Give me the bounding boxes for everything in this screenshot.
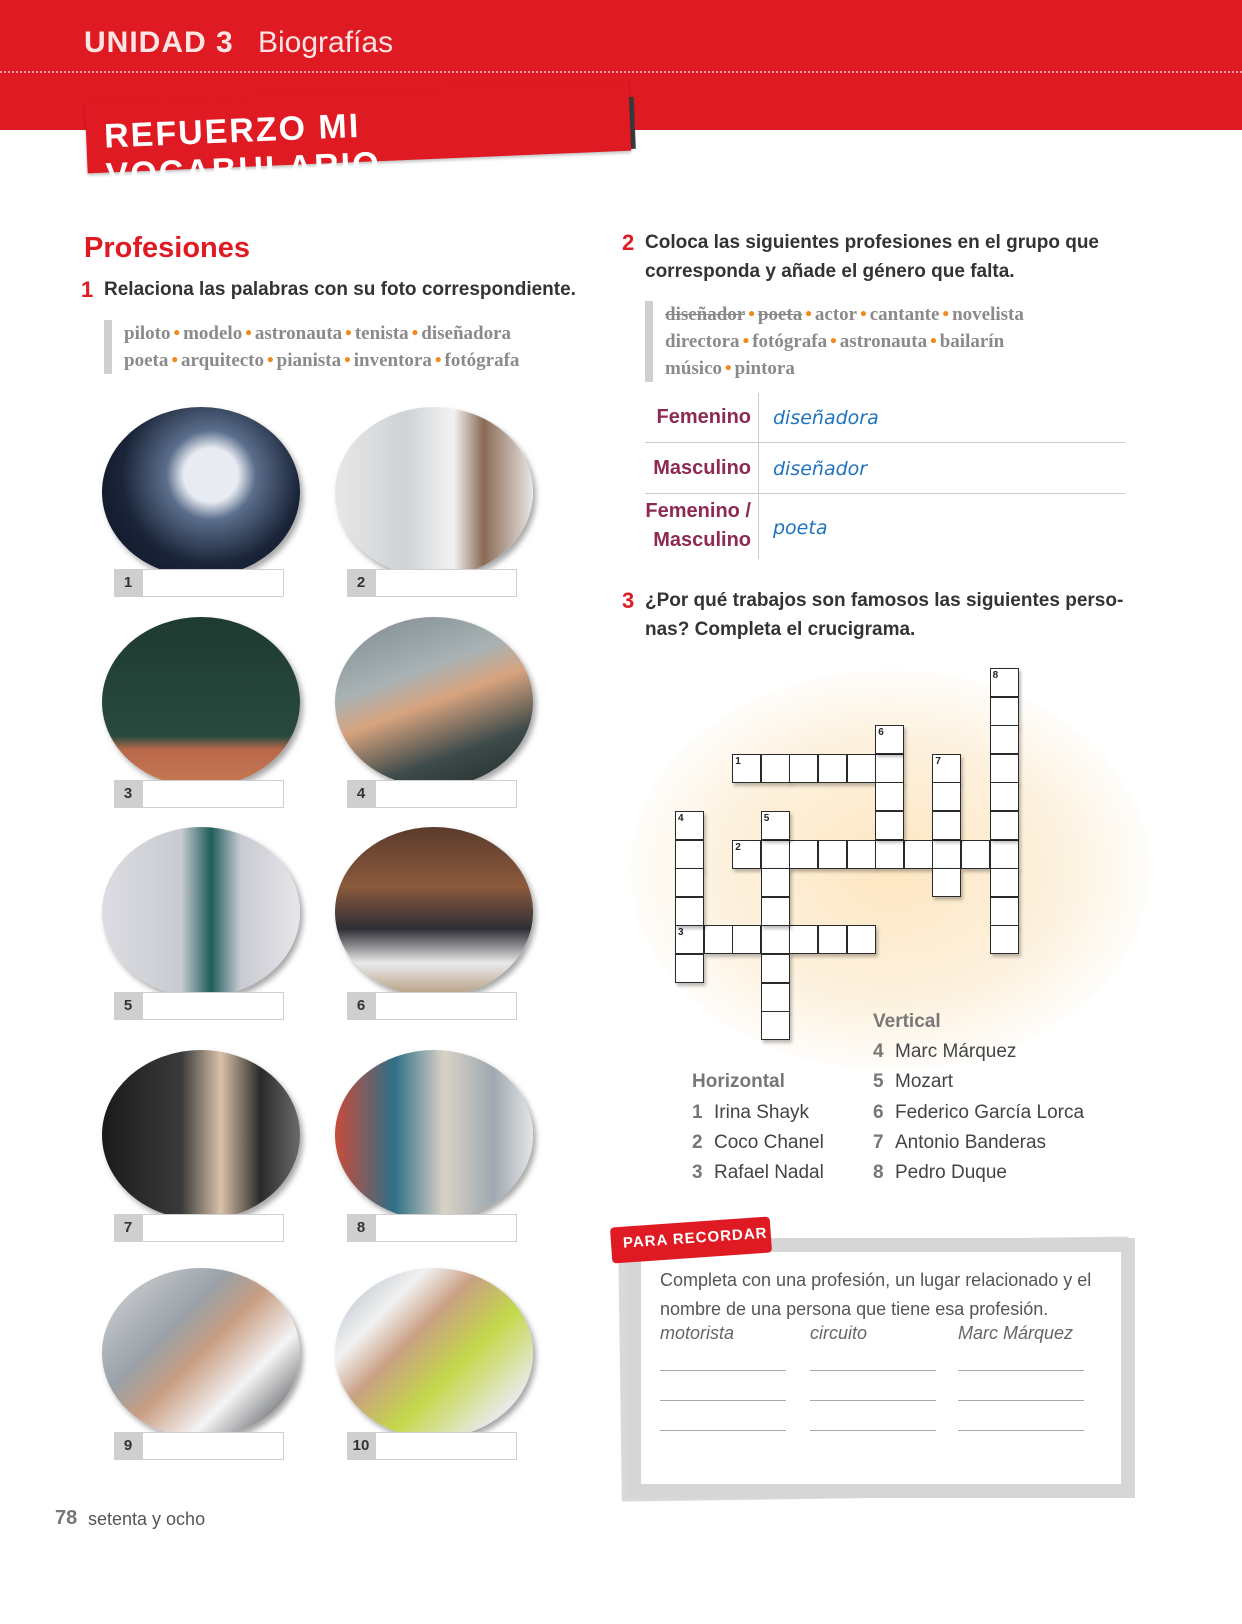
crossword-number: 7 (935, 755, 941, 767)
clue-vertical (873, 1162, 1007, 1184)
crossword-number: 6 (878, 727, 884, 739)
crossword-cell[interactable] (732, 925, 761, 954)
answer-line[interactable] (810, 1370, 936, 1371)
slot-number: 7 (114, 1214, 142, 1242)
ex2-text-line: corresponda y añade el género que falta. (645, 261, 1015, 282)
dotted-divider (0, 71, 1242, 73)
clue-text: Pedro Duque (895, 1162, 1007, 1183)
crossword-cell[interactable] (818, 754, 847, 783)
vertical-title: Vertical (873, 1011, 941, 1032)
word: bailarín (939, 331, 1005, 352)
crossword-cell[interactable] (990, 697, 1019, 726)
answer-slot (114, 1214, 284, 1242)
photo-photographer (335, 407, 533, 577)
answer-box[interactable] (375, 780, 517, 808)
word-bank-line: poeta • arquitecto • pianista • inventora • fotógrafa (124, 350, 520, 371)
word: fotógrafa (752, 331, 828, 352)
clue-text: Mozart (895, 1071, 954, 1092)
row-value[interactable]: poeta (773, 517, 828, 539)
clue-horizontal (692, 1102, 809, 1124)
clue-number: 1 (692, 1102, 703, 1123)
answer-slot (347, 992, 517, 1020)
answer-slot (114, 1432, 284, 1460)
answer-line[interactable] (810, 1400, 936, 1401)
answer-line[interactable] (660, 1430, 786, 1431)
photo-astronaut (102, 407, 300, 577)
answer-slot (347, 1432, 517, 1460)
photo-pianist (102, 1050, 300, 1220)
row-value[interactable]: diseñadora (773, 407, 879, 429)
row-header: Femenino / (645, 500, 751, 522)
word: músico (665, 358, 722, 379)
answer-line[interactable] (810, 1430, 936, 1431)
ex1-number: 1 (81, 277, 94, 302)
crossword-cell[interactable] (847, 754, 876, 783)
ex1-instruction (81, 275, 576, 304)
word: novelista (952, 304, 1024, 325)
crossword-cell[interactable] (990, 925, 1019, 954)
answer-line[interactable] (958, 1370, 1084, 1371)
slot-number: 10 (347, 1432, 375, 1460)
clue-vertical (873, 1071, 953, 1093)
word: pianista (276, 350, 342, 371)
slot-number: 6 (347, 992, 375, 1020)
crossword-cell[interactable] (789, 754, 818, 783)
word: tenista (354, 323, 409, 344)
crossword-cell[interactable] (875, 754, 904, 783)
clue-number: 8 (873, 1162, 884, 1183)
crossword-number: 1 (735, 755, 741, 767)
slot-number: 1 (114, 569, 142, 597)
crossword-cell[interactable] (675, 954, 704, 983)
unit-title: Biografías (258, 26, 394, 59)
answer-line[interactable] (958, 1400, 1084, 1401)
crossword-cell[interactable] (961, 840, 990, 869)
crossword-cell[interactable] (847, 925, 876, 954)
answer-slot (347, 569, 517, 597)
clue-text: Antonio Banderas (895, 1132, 1047, 1153)
crossword-cell[interactable] (932, 811, 961, 840)
crossword-cell[interactable] (932, 782, 961, 811)
ex3-instruction (622, 586, 1124, 644)
photo-model (102, 827, 300, 997)
crossword-cell[interactable] (761, 840, 790, 869)
word: modelo (183, 323, 243, 344)
ex1-word-bank (104, 320, 519, 374)
answer-line[interactable] (958, 1430, 1084, 1431)
crossword-cell[interactable] (932, 868, 961, 897)
clue-text: Marc Márquez (895, 1041, 1017, 1062)
clue-number: 3 (692, 1162, 703, 1183)
table-divider (758, 393, 759, 559)
clue-number: 2 (692, 1132, 703, 1153)
row-header: Femenino (656, 406, 751, 428)
crossword-number: 8 (992, 670, 999, 681)
answer-slot (114, 569, 284, 597)
crossword-number: 5 (763, 813, 770, 824)
answer-line[interactable] (660, 1370, 786, 1371)
crossword-cell[interactable] (990, 725, 1019, 754)
answer-box[interactable] (375, 1432, 517, 1460)
word: diseñadora (421, 323, 512, 344)
clue-text: Federico García Lorca (895, 1102, 1085, 1123)
crossword-cell[interactable] (990, 868, 1019, 897)
page-number-words: setenta y ocho (88, 1509, 206, 1529)
crossword-cell[interactable] (761, 754, 790, 783)
ex3-text-line: nas? Completa el crucigrama. (645, 619, 916, 640)
crossword-cell[interactable] (761, 925, 790, 954)
horizontal-title: Horizontal (692, 1071, 785, 1092)
ex3-number: 3 (622, 588, 635, 613)
banner-title: REFUERZO MI VOCABULARIO (103, 106, 382, 195)
word-bank-line: diseñador • poeta • actor • cantante • novelista (665, 304, 1024, 325)
table-row (645, 494, 1125, 560)
word: actor (814, 304, 858, 325)
crossword-cell[interactable] (990, 840, 1019, 869)
word-struck: diseñador (665, 304, 746, 325)
recordar-text: Completa con una profesión, un lugar relacionado y el nombre de una persona que tiene esa profesión. (660, 1270, 1092, 1319)
slot-number: 3 (114, 780, 142, 808)
crossword-number: 3 (678, 927, 684, 939)
crossword-cell[interactable] (990, 811, 1019, 840)
crossword-cell[interactable] (990, 782, 1019, 811)
answer-slot (347, 780, 517, 808)
page-number: 78 (55, 1507, 78, 1529)
photo-poet (335, 827, 533, 997)
word: pintora (734, 358, 795, 379)
photo-inventor (335, 617, 533, 787)
row-value[interactable]: diseñador (773, 458, 868, 480)
crossword-cell[interactable] (990, 897, 1019, 926)
ex3-text-line: ¿Por qué trabajos son famosos las siguientes perso- (645, 590, 1124, 611)
word-bank-line: directora • fotógrafa • astronauta • bailarín (665, 331, 1005, 352)
answer-slot (114, 992, 284, 1020)
row-header: Masculino (653, 457, 751, 479)
word: inventora (353, 350, 432, 371)
clue-vertical (873, 1041, 1016, 1063)
row-header: Masculino (653, 529, 751, 551)
clue-text: Coco Chanel (714, 1132, 824, 1153)
photo-tennis-player (102, 617, 300, 787)
crossword-cell[interactable] (818, 840, 847, 869)
clue-number: 6 (873, 1102, 884, 1123)
crossword-number: 2 (735, 841, 741, 853)
crossword-cell[interactable] (761, 954, 790, 983)
clue-number: 4 (873, 1041, 884, 1062)
example-place: circuito (810, 1323, 868, 1343)
clue-horizontal (692, 1162, 824, 1184)
clue-vertical (873, 1102, 1084, 1124)
word: poeta (124, 350, 169, 371)
answer-box[interactable] (142, 992, 284, 1020)
crossword-cell[interactable] (675, 840, 704, 869)
crossword-cell[interactable] (789, 840, 818, 869)
answer-slot (114, 780, 284, 808)
crossword-cell[interactable] (704, 925, 733, 954)
crossword-cell[interactable] (875, 811, 904, 840)
recordar-tag-text: PARA RECORDAR (622, 1224, 768, 1252)
answer-box[interactable] (142, 1214, 284, 1242)
word: cantante (869, 304, 940, 325)
word: piloto (124, 323, 171, 344)
clue-number: 7 (873, 1132, 884, 1153)
answer-line[interactable] (660, 1400, 786, 1401)
crossword-cell[interactable] (875, 840, 904, 869)
answer-box[interactable] (375, 992, 517, 1020)
word: arquitecto (180, 350, 265, 371)
crossword-cell[interactable] (932, 840, 961, 869)
word: fotógrafa (444, 350, 520, 371)
slot-number: 2 (347, 569, 375, 597)
answer-box[interactable] (142, 780, 284, 808)
word-bank-line: músico • pintora (665, 358, 795, 379)
ex2-word-bank (645, 301, 1024, 382)
photo-designer (335, 1050, 533, 1220)
unit-label: UNIDAD 3 (84, 26, 234, 59)
word-struck: poeta (757, 304, 803, 325)
section-title: Profesiones (84, 232, 250, 264)
ex1-text: Relaciona las palabras con su foto correspondiente. (104, 279, 576, 300)
word: astronauta (254, 323, 343, 344)
word: directora (665, 331, 740, 352)
crossword-cell[interactable] (875, 782, 904, 811)
crossword-cell[interactable] (904, 840, 933, 869)
ex2-text-line: Coloca las siguientes profesiones en el grupo que (645, 232, 1099, 253)
crossword-cell[interactable] (789, 925, 818, 954)
crossword-cell[interactable] (761, 897, 790, 926)
crossword-cell[interactable] (675, 868, 704, 897)
crossword-cell[interactable] (761, 983, 790, 1012)
crossword-cell[interactable] (761, 1011, 790, 1040)
gender-table (645, 393, 1125, 560)
clue-number: 5 (873, 1071, 884, 1092)
slot-number: 9 (114, 1432, 142, 1460)
slot-number: 4 (347, 780, 375, 808)
photo-pilot (102, 1268, 300, 1438)
word-bank-line: piloto • modelo • astronauta • tenista • diseñadora (124, 323, 512, 344)
example-person: Marc Márquez (958, 1323, 1074, 1343)
crossword-number: 4 (678, 813, 684, 824)
answer-box[interactable] (375, 569, 517, 597)
answer-box[interactable] (142, 1432, 284, 1460)
clue-text: Irina Shayk (714, 1102, 810, 1123)
photo-architect (335, 1268, 533, 1438)
slot-number: 8 (347, 1214, 375, 1242)
crossword-cell[interactable] (990, 754, 1019, 783)
ex2-instruction (622, 228, 1099, 286)
crossword-cell[interactable] (675, 897, 704, 926)
crossword-cell[interactable] (818, 925, 847, 954)
table-row (645, 393, 1125, 443)
crossword-cell[interactable] (847, 840, 876, 869)
word: astronauta (839, 331, 928, 352)
ex2-number: 2 (622, 230, 635, 255)
example-profession: motorista (660, 1323, 735, 1343)
answer-box[interactable] (375, 1214, 517, 1242)
clue-text: Rafael Nadal (714, 1162, 824, 1183)
clue-horizontal (692, 1132, 824, 1154)
answer-box[interactable] (142, 569, 284, 597)
crossword-cell[interactable] (761, 868, 790, 897)
answer-slot (347, 1214, 517, 1242)
clue-vertical (873, 1132, 1046, 1154)
slot-number: 5 (114, 992, 142, 1020)
table-row (645, 443, 1125, 494)
